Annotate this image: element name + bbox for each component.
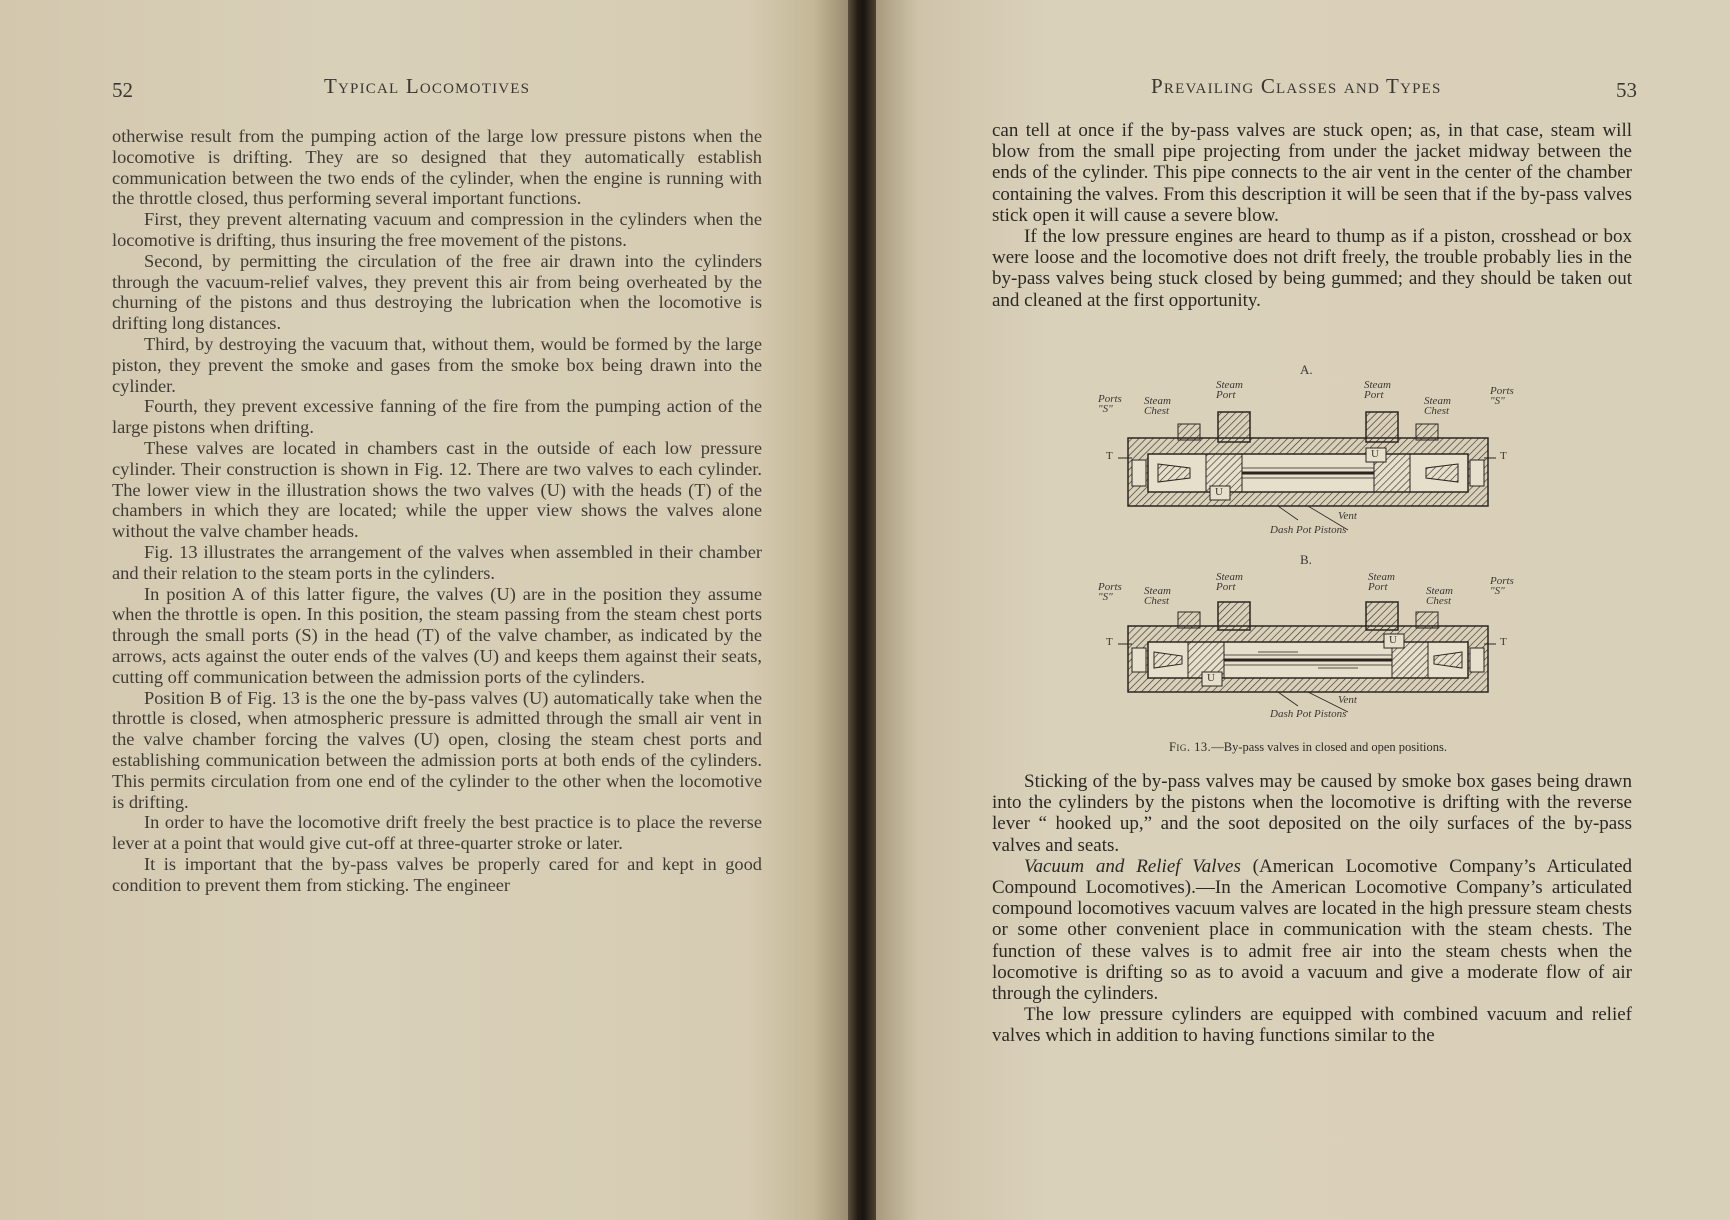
book-gutter (848, 0, 876, 1220)
label-ports-s: "S" (1098, 403, 1113, 415)
label-steam: Steam (1364, 379, 1391, 391)
right-page (876, 0, 1730, 1220)
paragraph (992, 856, 1632, 1004)
label-ports: Ports (1490, 575, 1514, 587)
label-steam: Steam (1368, 571, 1395, 583)
figure-13 (1098, 356, 1518, 760)
paragraph: If the low pressure engines are heard to thump as if a piston, crosshead or box were loose and the locomotive does not drift freely, the trouble probably lies in the by-pass valves being stuck closed by being gummed; and they should be taken out and cleaned at the first opportunity. (992, 226, 1632, 311)
label-chest: Chest (1424, 405, 1450, 417)
label-u: U (1207, 672, 1215, 684)
label-ports: Ports (1490, 385, 1514, 397)
paragraph: Fourth, they prevent excessive fanning of the fire from the pumping action of the large pistons when drifting. (112, 396, 762, 438)
paragraph: In position A of this latter figure, the valves (U) are in the position they assume when the throttle is open. In this position, the steam passing from the steam chest ports through the small ports (S) in the head (T) of the valve chamber, as indicated by the arrows, acts against the outer ends of the valves (U) and keeps them against their seats, cutting off communication between the admission ports of the cylinders. (112, 583, 762, 687)
running-head: Typical Locomotives (324, 74, 531, 98)
label-ports-s: "S" (1098, 591, 1113, 603)
label-dash-pot: Dash Pot Pistons (1270, 708, 1347, 720)
label-port: Port (1368, 581, 1388, 593)
figure-caption (1098, 740, 1518, 755)
section-heading: Vacuum and Relief Valves (1024, 855, 1241, 877)
label-t: T (1106, 636, 1113, 648)
label-vent: Vent (1338, 694, 1357, 706)
paragraph: Fig. 13 illustrates the arrangement of the valves when assembled in their chamber and their relation to the steam ports in the cylinders. (112, 541, 762, 583)
paragraph: The low pressure cylinders are equipped with combined vacuum and relief valves which in addition to having functions similar to the (992, 1004, 1632, 1047)
label-t: T (1500, 636, 1507, 648)
label-steam: Steam (1144, 395, 1171, 407)
label-dash-pot: Dash Pot Pistons (1270, 524, 1347, 536)
label-port: Port (1364, 389, 1384, 401)
label-ports: Ports (1098, 393, 1122, 405)
label-t: T (1500, 450, 1507, 462)
paragraph-text: (American Locomotive Company’s Articulated Compound Locomotives).—In the American Locomotive Company’s articulated compound locomotives vacuum valves are located in the high pressure steam chests or some other convenient place in communication with the steam chests. The function of these valves is to admit free air into the steam chests when the locomotive is drifting so as to avoid a vacuum and give a moderate flow of air through the cylinders. (992, 855, 1632, 1005)
paragraph: Second, by permitting the circulation of the free air drawn into the cylinders through the vacuum-relief valves, they prevent this air from being overheated by the churning of the pistons and thus destroying the lubrication when the locomotive is drifting long distances. (112, 250, 762, 334)
paragraph: Position B of Fig. 13 is the one the by-pass valves (U) automatically take when the throttle is closed, when atmospheric pressure is admitted through the small air vent in the valve chamber forcing the valves (U) open, closing the steam chest ports and establishing communication between the admission ports at both ends of the cylinders. This permits circulation from one end of the cylinder to the other when the locomotive is drifting. (112, 687, 762, 812)
label-port: Port (1216, 581, 1236, 593)
paragraph: Third, by destroying the vacuum that, without them, would be formed by the large piston, they prevent the smoke and gases from the smoke box being drawn into the cylinder. (112, 333, 762, 396)
running-head: Prevailing Classes and Types (1151, 74, 1442, 98)
body-text-bottom (992, 771, 1632, 1047)
label-u: U (1215, 486, 1223, 498)
label-steam: Steam (1216, 379, 1243, 391)
label-steam: Steam (1216, 571, 1243, 583)
view-b-label: B. (1300, 552, 1312, 567)
label-u: U (1371, 448, 1379, 460)
diagram-view-a (1098, 380, 1518, 540)
label-u: U (1389, 634, 1397, 646)
label-steam: Steam (1424, 395, 1451, 407)
label-steam: Steam (1426, 585, 1453, 597)
label-chest: Chest (1144, 405, 1170, 417)
label-t: T (1106, 450, 1113, 462)
label-chest: Chest (1144, 595, 1170, 607)
label-ports: Ports (1098, 581, 1122, 593)
diagram-view-b (1098, 572, 1518, 732)
view-a-label: A. (1300, 362, 1313, 377)
caption-text: —By-pass valves in closed and open positions. (1211, 740, 1448, 754)
body-text (112, 126, 762, 895)
page-number: 53 (1616, 78, 1637, 102)
label-vent: Vent (1338, 510, 1357, 522)
label-ports-s: "S" (1490, 585, 1505, 597)
paragraph: In order to have the locomotive drift freely the best practice is to place the reverse lever at a point that would give cut-off at three-quarter stroke or later. (112, 812, 762, 854)
paragraph: can tell at once if the by-pass valves are stuck open; as, in that case, steam will blow from the small pipe projecting from under the jacket midway between the ends of the cylinder. This pipe connects to the air vent in the center of the chamber containing the valves. From this description it will be seen that if the by-pass valves stick open it will cause a severe blow. (992, 120, 1632, 226)
paragraph: otherwise result from the pumping action of the large low pressure pistons when the locomotive is drifting. They are so designed that they automatically establish communication between the two ends of the cylinder, when the engine is running with the throttle closed, thus performing several important functions. (112, 126, 762, 209)
left-page (0, 0, 848, 1220)
body-text-top (992, 120, 1632, 311)
label-ports-s: "S" (1490, 395, 1505, 407)
paragraph: Sticking of the by-pass valves may be caused by smoke box gases being drawn into the cylinders by the pistons when the locomotive is drifting with the reverse lever “ hooked up,” and the soot deposited on the oily surfaces of the by-pass valves and seats. (992, 771, 1632, 856)
paragraph: These valves are located in chambers cast in the outside of each low pressure cylinder. Their construction is shown in Fig. 12. There are two valves to each cylinder. The lower view in the illustration shows the two valves (U) with the heads (T) of the chambers in which they are located; while the upper view shows the valves alone without the valve chamber heads. (112, 437, 762, 542)
label-port: Port (1216, 389, 1236, 401)
label-steam: Steam (1144, 585, 1171, 597)
paragraph: First, they prevent alternating vacuum and compression in the cylinders when the locomotive is drifting, thus insuring the free movement of the pistons. (112, 209, 762, 250)
caption-fig-number: Fig. 13. (1168, 740, 1212, 754)
paragraph: It is important that the by-pass valves be properly cared for and kept in good condition to prevent them from sticking. The engineer (112, 853, 762, 895)
label-chest: Chest (1426, 595, 1452, 607)
page-number: 52 (112, 78, 133, 102)
